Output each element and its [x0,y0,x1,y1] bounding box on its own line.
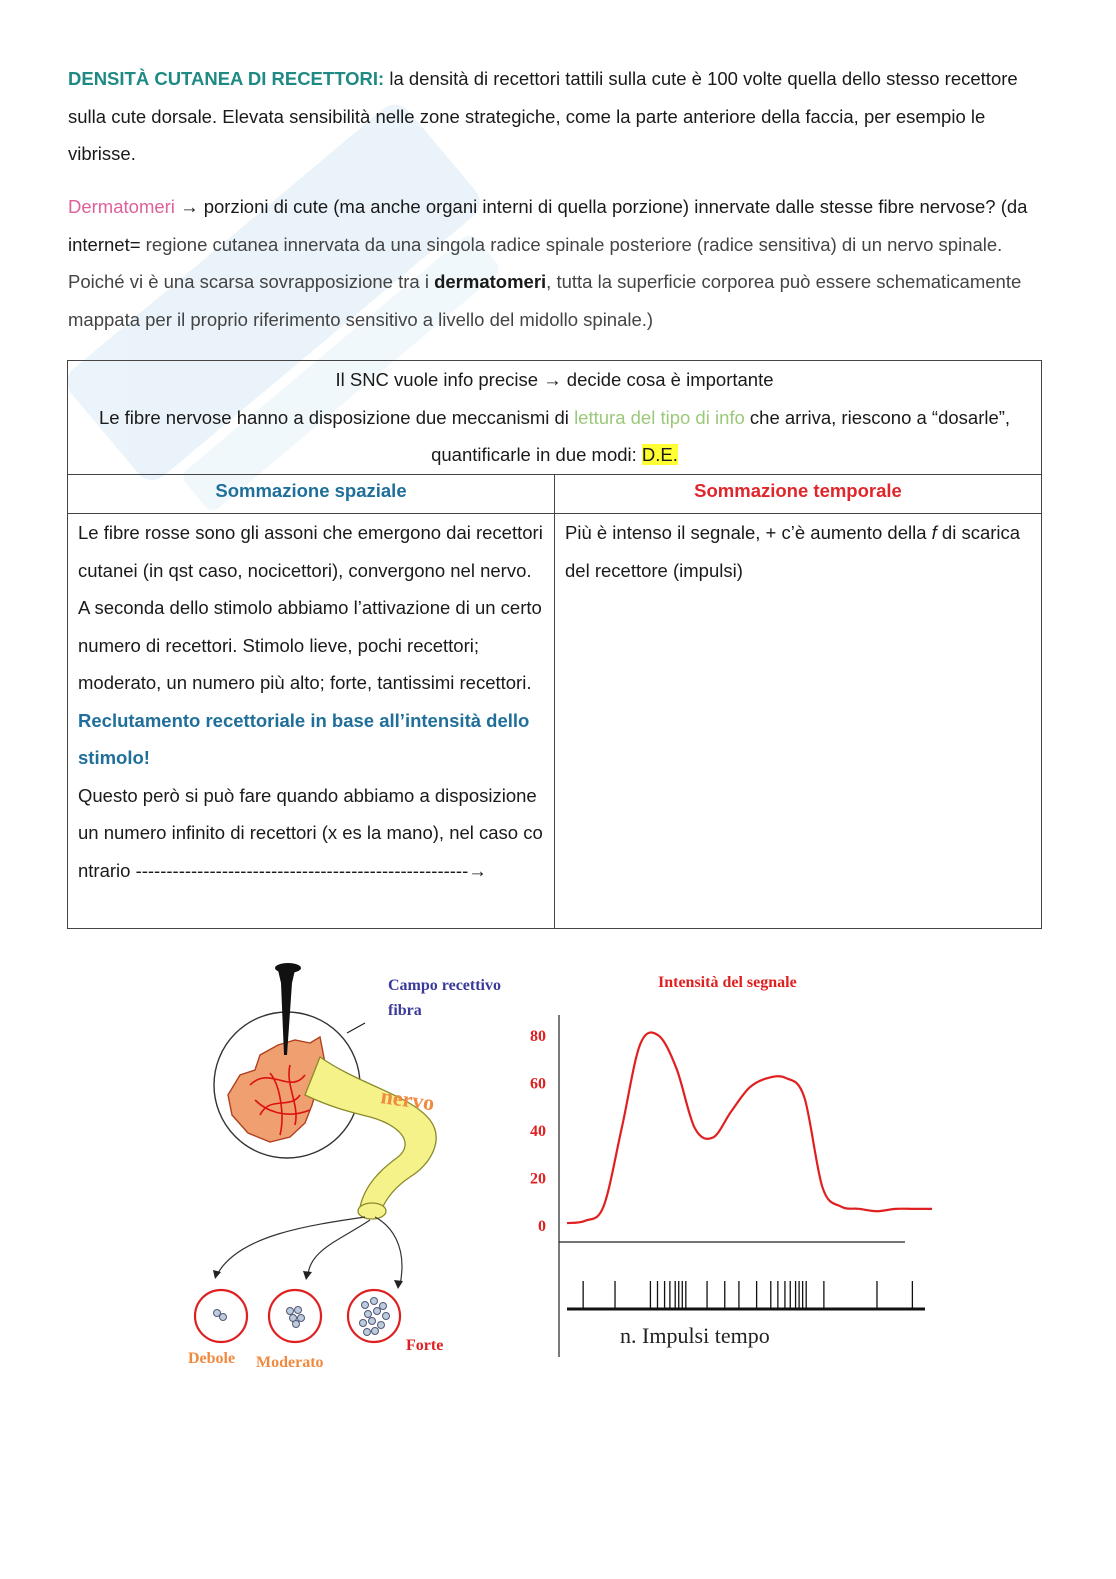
table-intro-line3 [78,436,1031,474]
y-tick-label: 0 [538,1218,546,1235]
intro-paragraph [68,60,1043,173]
internet-bold-term: dermatomeri [434,271,547,292]
fiber-arrows [218,1217,402,1285]
col2-italic-f: f [931,522,937,543]
impulse-marks [583,1281,912,1309]
col2-text-b: di scarica del recettore (impulsi) [565,522,1021,581]
intro-text: la densità di recettori tattili sulla cute è 100 volte quella dello stesso recettore sulla cute dorsale. Elevata sensibilità nelle zone strategiche, come la parte anteriore della faccia, per esempio le vibrisse. [68,68,1018,164]
table-intro-highlight: D.E. [641,444,678,465]
table-intro-line2 [78,399,1031,437]
col1-bold-text: Reclutamento recettoriale in base all’intensità dello stimolo! [78,709,530,768]
internet-text-a: regione cutanea innervata da una singola radice spinale posteriore (radice sensitiva) di un nervo spinale. Poiché vi è una scarsa sovrapposizione tra i [68,233,1003,292]
campo-pointer [347,1023,365,1033]
table-intro-line2-b: che arriva, riescono a “dosarle”, [749,406,1011,428]
forte-label: Forte [406,1337,444,1354]
table-intro-line3-a: quantificarle in due modi: [431,444,637,465]
x-axis-label: n. Impulsi tempo [620,1323,770,1348]
arrow-icon-forte [394,1280,403,1289]
y-tick-label: 40 [530,1122,546,1140]
arrow-icon: → [180,196,199,217]
col1-text-b: Questo però si può fare quando abbiamo a disposizione un numero infinito di recettori (x es la mano), nel caso contrario ------------------------------------------------------→ [78,784,543,881]
needle-head [275,963,301,973]
campo-label-line1: Campo recettivo [388,977,501,994]
internet-text-b: , tutta la superficie corporea può essere schematicamente mappata per il proprio riferimento sensitivo a livello del midollo spinale.) [68,271,1022,330]
campo-label-line2: fibra [388,1002,422,1019]
chart-title: Intensità del segnale [658,974,797,991]
signal-chart [530,974,932,1357]
col2-header [555,475,1042,514]
y-tick-label: 80 [530,1027,546,1045]
table-intro-line2-a: Le fibre nervose hanno a disposizione due meccanismi di [98,406,569,428]
y-tick-label: 60 [530,1075,546,1093]
receptive-field-diagram [188,963,501,1371]
summation-table [67,360,1042,929]
moderato-label: Moderato [256,1354,324,1371]
col2-title: Sommazione temporale [694,480,902,501]
figure [160,945,960,1385]
arrow-icon-moderato [303,1271,312,1280]
intro-heading: DENSITÀ CUTANEA DI RECETTORI: [68,68,385,89]
col1-title: Sommazione spaziale [215,480,407,501]
table-intro-line1: Il SNC vuole info precise → decide cosa è importante [335,369,774,390]
table-intro-line2-green: lettura del tipo di info [574,406,745,428]
col1-body [68,514,555,929]
dermatomeri-term: Dermatomeri [68,196,175,217]
y-tick-label: 20 [530,1170,546,1188]
receptor-dot [220,1314,227,1321]
nerve-end [358,1203,386,1219]
debole-label: Debole [188,1350,236,1367]
dermatomeri-definition: porzioni di cute (ma anche organi interni di quella porzione) innervate dalle stesse fibre nervose? [203,196,996,217]
table-intro-cell [68,361,1042,475]
col2-text-a: Più è intenso il segnale, + c’è aumento della [565,522,927,543]
internet-prefix: (da internet= [68,196,1028,255]
nerve-shape [305,1057,436,1213]
col1-header [68,475,555,514]
y-tick-labels [530,1028,546,1235]
series-line [567,1032,932,1223]
col2-body [555,514,1042,929]
dermatomeri-paragraph [68,188,1043,338]
col1-text-a: Le fibre rosse sono gli assoni che emergono dai recettori cutanei (in qst caso, nocicettori), convergono nel nervo. A seconda dello stimolo abbiamo l’attivazione di un certo numero di recettori. Stimolo lieve, pochi recettori; moderato, un numero più alto; forte, tantissimi recettori. [78,522,543,693]
arrow-icon-debole [213,1270,221,1279]
nervo-label: nervo [379,1083,437,1116]
